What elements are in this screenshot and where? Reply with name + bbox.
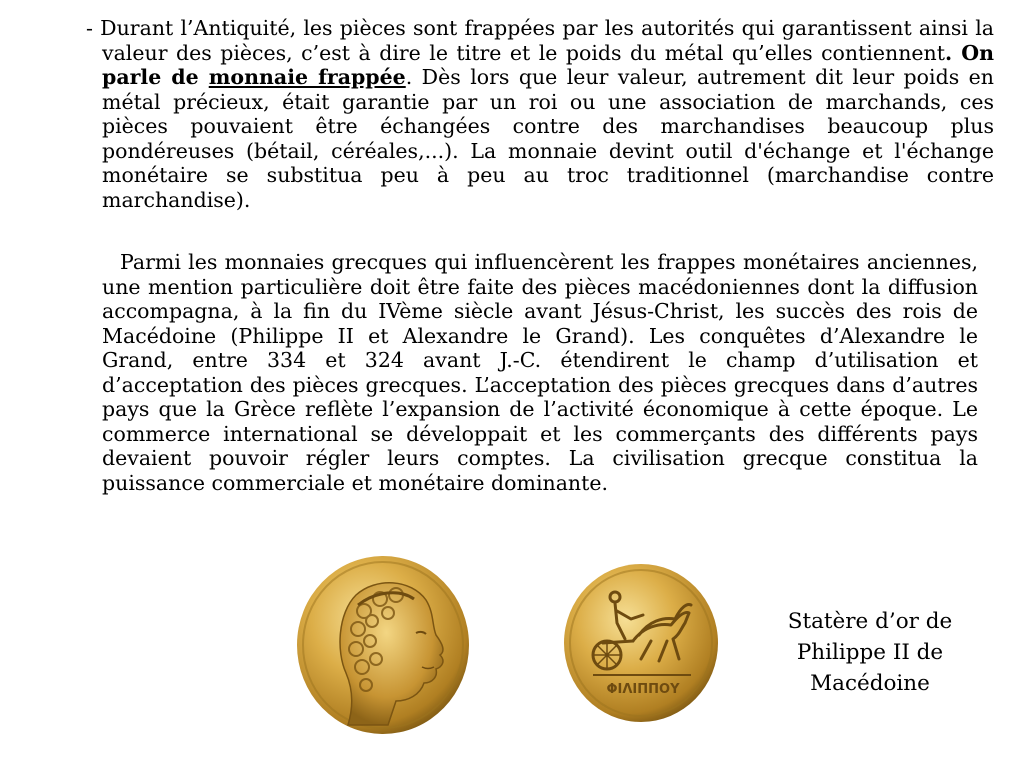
caption-line-2: Philippe II de <box>796 640 944 665</box>
caption-line-1: Statère d’or de <box>787 609 953 634</box>
coin-chariot-icon <box>563 563 719 723</box>
paragraph1-text-start: - Durant l’Antiquité, les pièces sont frappées par les autorités qui garantissent ainsi la valeur des pièces, c’est à dire le titre et le poids du métal qu’elles contiennent <box>86 16 994 65</box>
paragraph-monnaies-grecques: Parmi les monnaies grecques qui influencèrent les frappes monétaires anciennes, une mention particulière doit être faite des pièces macédoniennes dont la diffusion accompagna, à la fin du IVème siècle avant Jésus-Christ, les succès des rois de Macédoine (Philippe II et Alexandre le Grand). Les conquêtes d’Alexandre le Grand, entre 334 et 324 avant J.-C. étendirent le champ d’utilisation et d’acceptation des pièces grecques. L’acceptation des pièces grecques dans d’autres pays que la Grèce reflète l’expansion de l’activité économique à cette époque. Le commerce international se développait et les commerçants des différents pays devaient pouvoir régler leurs comptes. La civilisation grecque constitua la puissance commerciale et monétaire dominante. <box>102 250 978 495</box>
paragraph1-bold-text: . On parle de <box>102 40 994 89</box>
coin-head-of-apollo-icon <box>296 555 470 735</box>
coin-reverse-image <box>563 563 719 723</box>
caption-line-3: Macédoine <box>810 671 930 696</box>
paragraph-monnaie-frappee <box>86 16 994 212</box>
coin-obverse-image <box>296 555 470 735</box>
coin-caption <box>752 606 988 699</box>
paragraph1-text-end: . Dès lors que leur valeur, autrement dit leur poids en métal précieux, était garantie par un roi ou une association de marchands, ces pièces pouvaient être échangées contre des marchandises beaucoup plus pondéreuses (bétail, céréales,...). La monnaie devint outil d'échange et l'échange monétaire se substitua peu à peu au troc traditionnel (marchandise contre marchandise). <box>102 65 994 212</box>
coin-legend: ΦΙΛΙΠΠΟΥ <box>606 682 680 697</box>
monnaie-frappee-term: monnaie frappée <box>208 65 406 89</box>
